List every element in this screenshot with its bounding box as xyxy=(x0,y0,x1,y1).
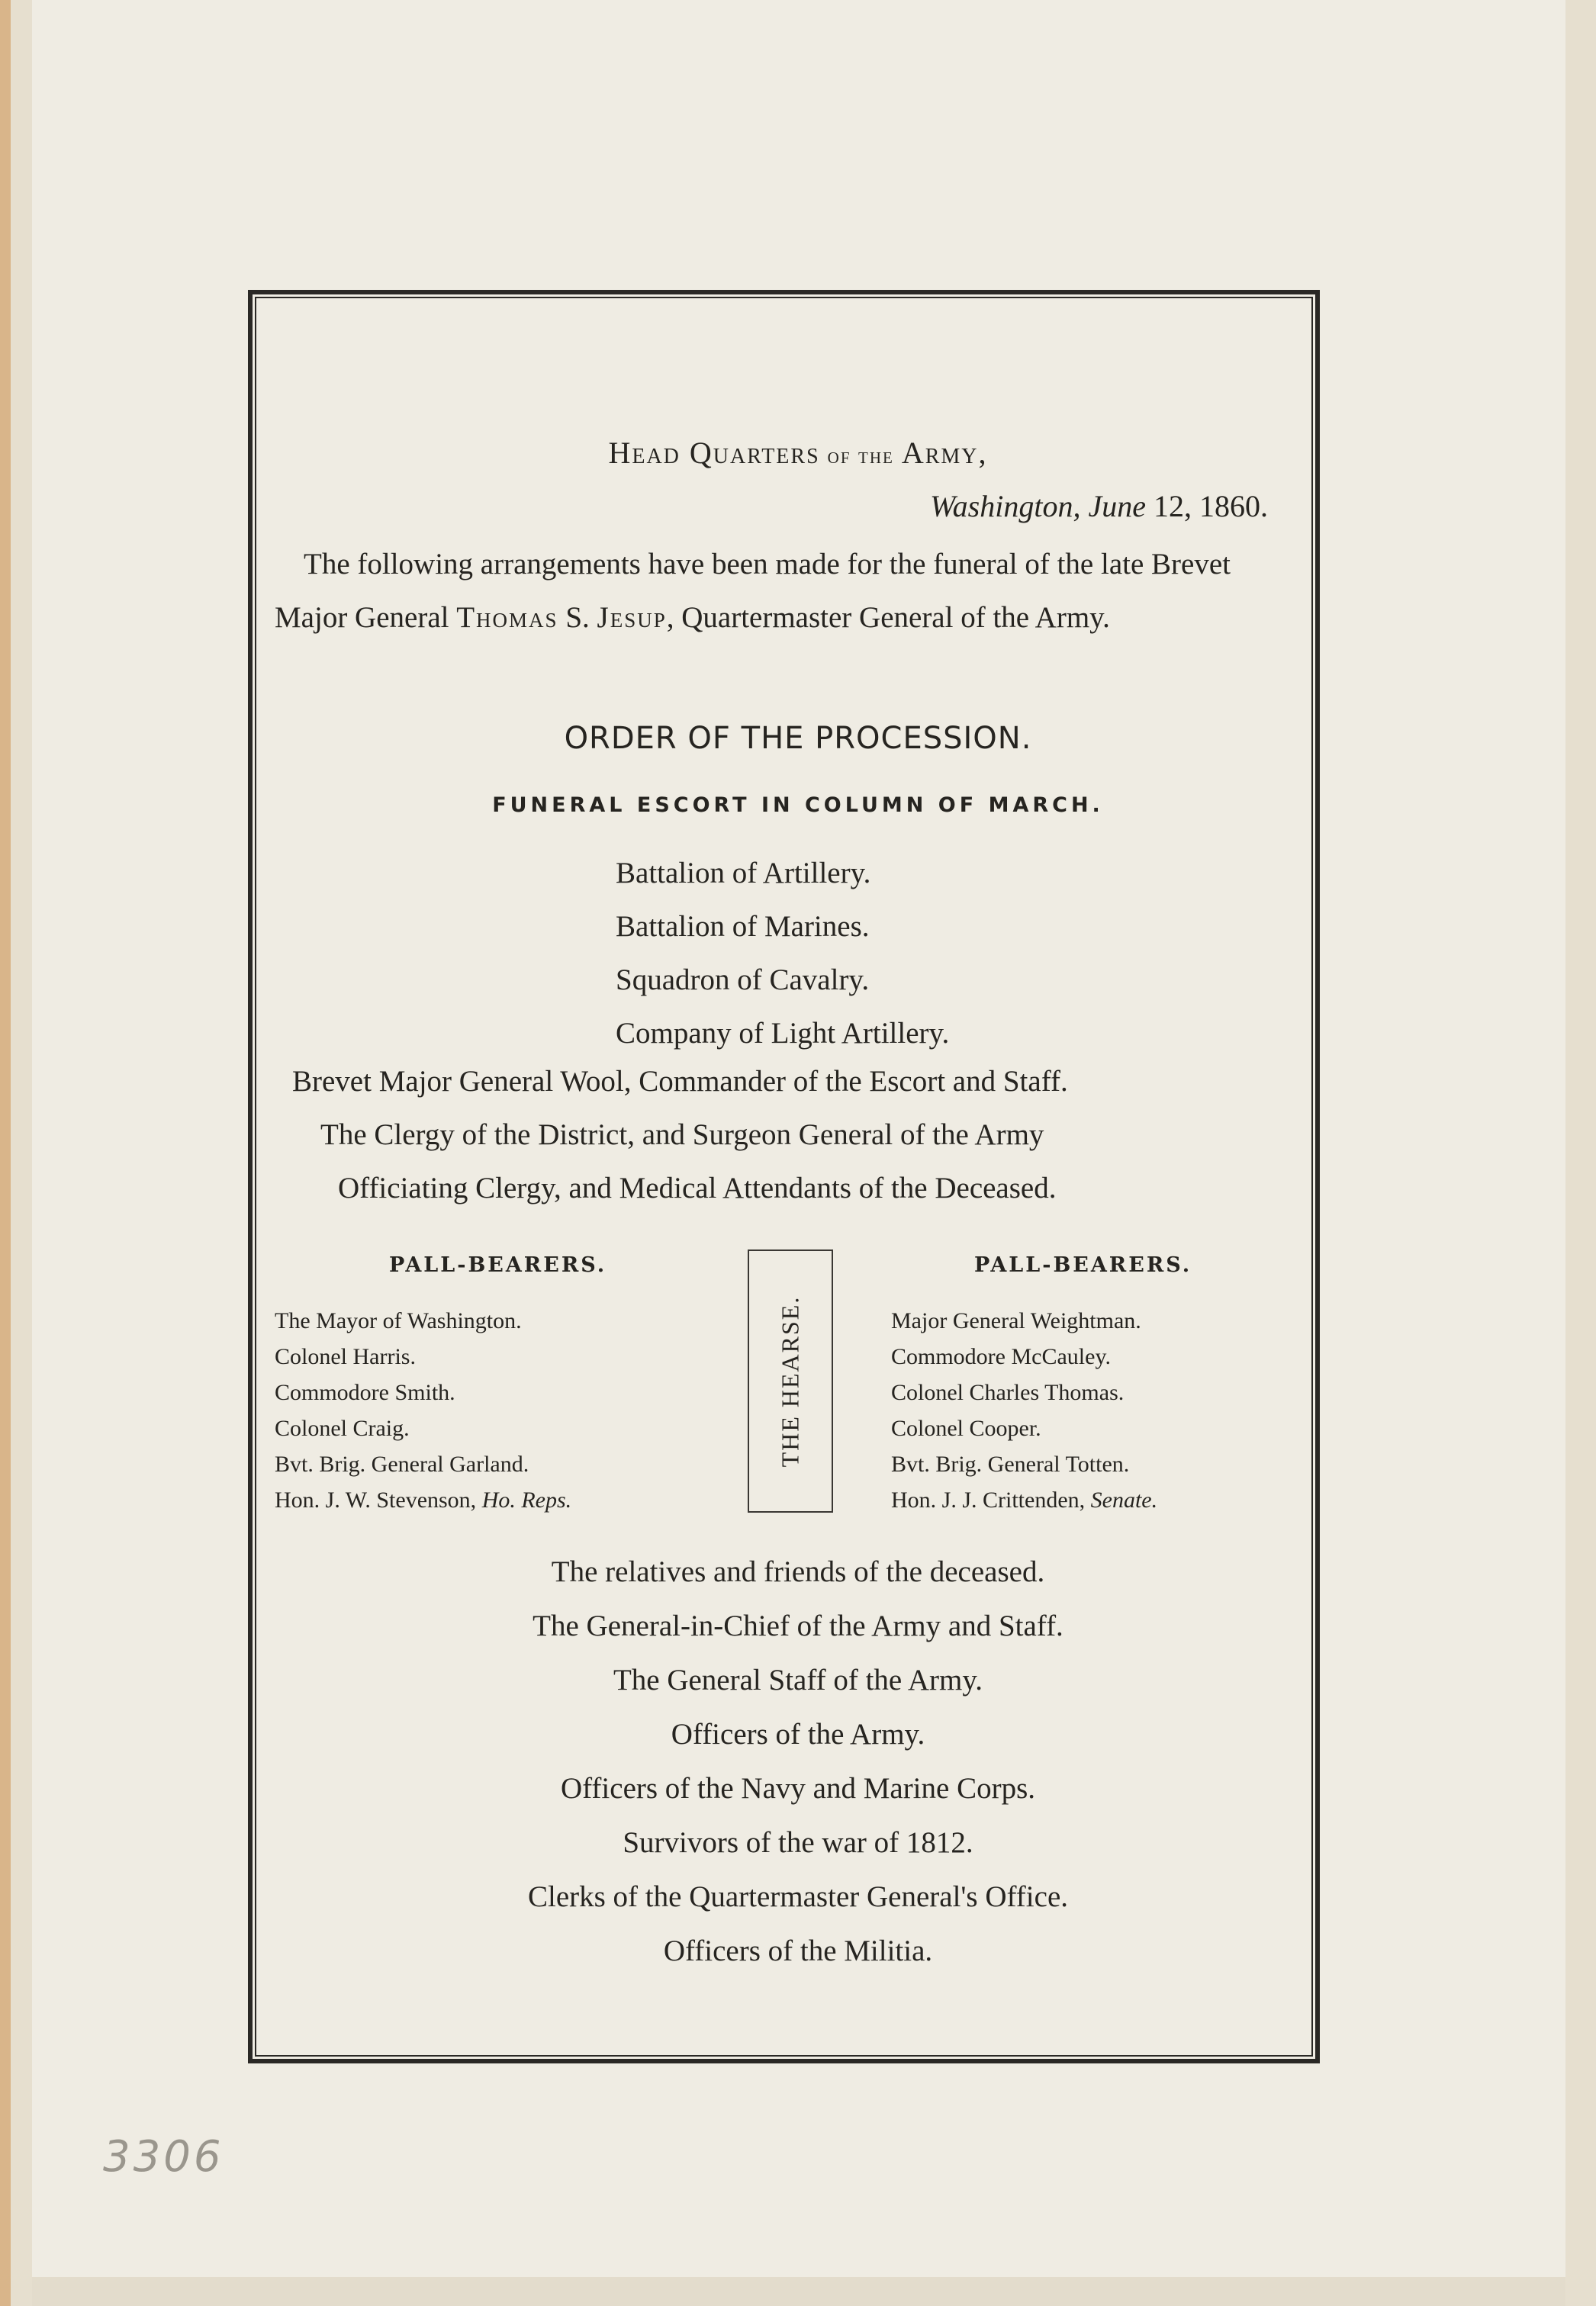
clergy-line-1: The Clergy of the District, and Surgeon General of the Army xyxy=(320,1118,1044,1151)
escort-unit: Company of Light Artillery. xyxy=(616,1017,950,1050)
pallbearer-right: Bvt. Brig. General Totten. xyxy=(891,1452,1130,1477)
order-title: ORDER OF THE PROCESSION. xyxy=(564,721,1032,756)
hq-army: Army, xyxy=(901,436,988,470)
escort-units xyxy=(616,847,949,1060)
date-month: June xyxy=(1088,489,1146,523)
pallbearers-left-heading: PALL-BEARERS. xyxy=(389,1253,607,1277)
hq-part1: Head Quarters xyxy=(608,436,820,470)
procession-item: The relatives and friends of the deceased. xyxy=(551,1555,1045,1588)
pallbearers-left-list xyxy=(275,1303,571,1518)
hearse-box xyxy=(748,1249,833,1513)
intro-paragraph xyxy=(275,538,1301,645)
catalog-number: 3306 xyxy=(103,2132,224,2182)
pallbearer-right: Major General Weightman. xyxy=(891,1308,1141,1333)
headquarters-heading xyxy=(0,435,1596,471)
date-place: Washington, xyxy=(930,489,1081,523)
procession-item: Clerks of the Quartermaster General's Office. xyxy=(527,1880,1069,1913)
pallbearer-right-last-name: Hon. J. J. Crittenden, xyxy=(891,1487,1086,1513)
escort-unit: Battalion of Artillery. xyxy=(616,857,871,889)
pallbearers-right-list xyxy=(891,1303,1157,1518)
hearse-label: THE HEARSE. xyxy=(776,1295,804,1467)
escort-unit: Battalion of Marines. xyxy=(616,910,870,943)
pallbearer-left: Commodore Smith. xyxy=(275,1380,455,1405)
escort-unit: Squadron of Cavalry. xyxy=(616,963,870,996)
intro-mid: S. xyxy=(558,601,597,634)
intro-name1: Thomas xyxy=(456,601,558,634)
pallbearer-left-last xyxy=(275,1482,571,1518)
pallbearer-right-last xyxy=(891,1482,1157,1518)
paper-bottom-edge xyxy=(32,2277,1565,2306)
pallbearer-right-last-note: Senate. xyxy=(1090,1487,1158,1513)
pallbearer-right: Colonel Charles Thomas. xyxy=(891,1380,1125,1405)
pallbearer-left: The Mayor of Washington. xyxy=(275,1308,522,1333)
intro-part1: The following arrangements have been made for the funeral of the late Brevet Major General xyxy=(275,548,1231,634)
procession-item: Officers of the Army. xyxy=(671,1718,925,1751)
pallbearer-left: Colonel Harris. xyxy=(275,1344,416,1369)
commander-line: Brevet Major General Wool, Commander of the Escort and Staff. xyxy=(292,1065,1068,1098)
pallbearer-right: Colonel Cooper. xyxy=(891,1416,1041,1441)
procession-item: The General Staff of the Army. xyxy=(613,1664,983,1697)
procession-item: Officers of the Navy and Marine Corps. xyxy=(560,1772,1036,1805)
intro-part2: , Quartermaster General of the Army. xyxy=(666,601,1110,634)
procession-item: Officers of the Militia. xyxy=(663,1935,933,1967)
intro-name2: Jesup xyxy=(597,601,667,634)
escort-title: FUNERAL ESCORT IN COLUMN OF MARCH. xyxy=(492,793,1104,817)
dateline xyxy=(930,488,1268,524)
pallbearer-left-last-note: Ho. Reps. xyxy=(481,1487,572,1513)
procession-item: Survivors of the war of 1812. xyxy=(623,1826,973,1859)
pallbearer-left: Bvt. Brig. General Garland. xyxy=(275,1452,529,1477)
pallbearer-left: Colonel Craig. xyxy=(275,1416,410,1441)
hq-of: of the xyxy=(827,443,894,468)
procession-list xyxy=(0,1545,1596,1978)
procession-item: The General-in-Chief of the Army and Staff. xyxy=(533,1610,1063,1642)
clergy-line-2: Officiating Clergy, and Medical Attendants of the Deceased. xyxy=(338,1172,1057,1204)
pallbearer-left-last-name: Hon. J. W. Stevenson, xyxy=(275,1487,477,1513)
pallbearer-right: Commodore McCauley. xyxy=(891,1344,1112,1369)
pallbearers-right-heading: PALL-BEARERS. xyxy=(974,1253,1192,1277)
date-rest: 12, 1860. xyxy=(1154,489,1268,523)
